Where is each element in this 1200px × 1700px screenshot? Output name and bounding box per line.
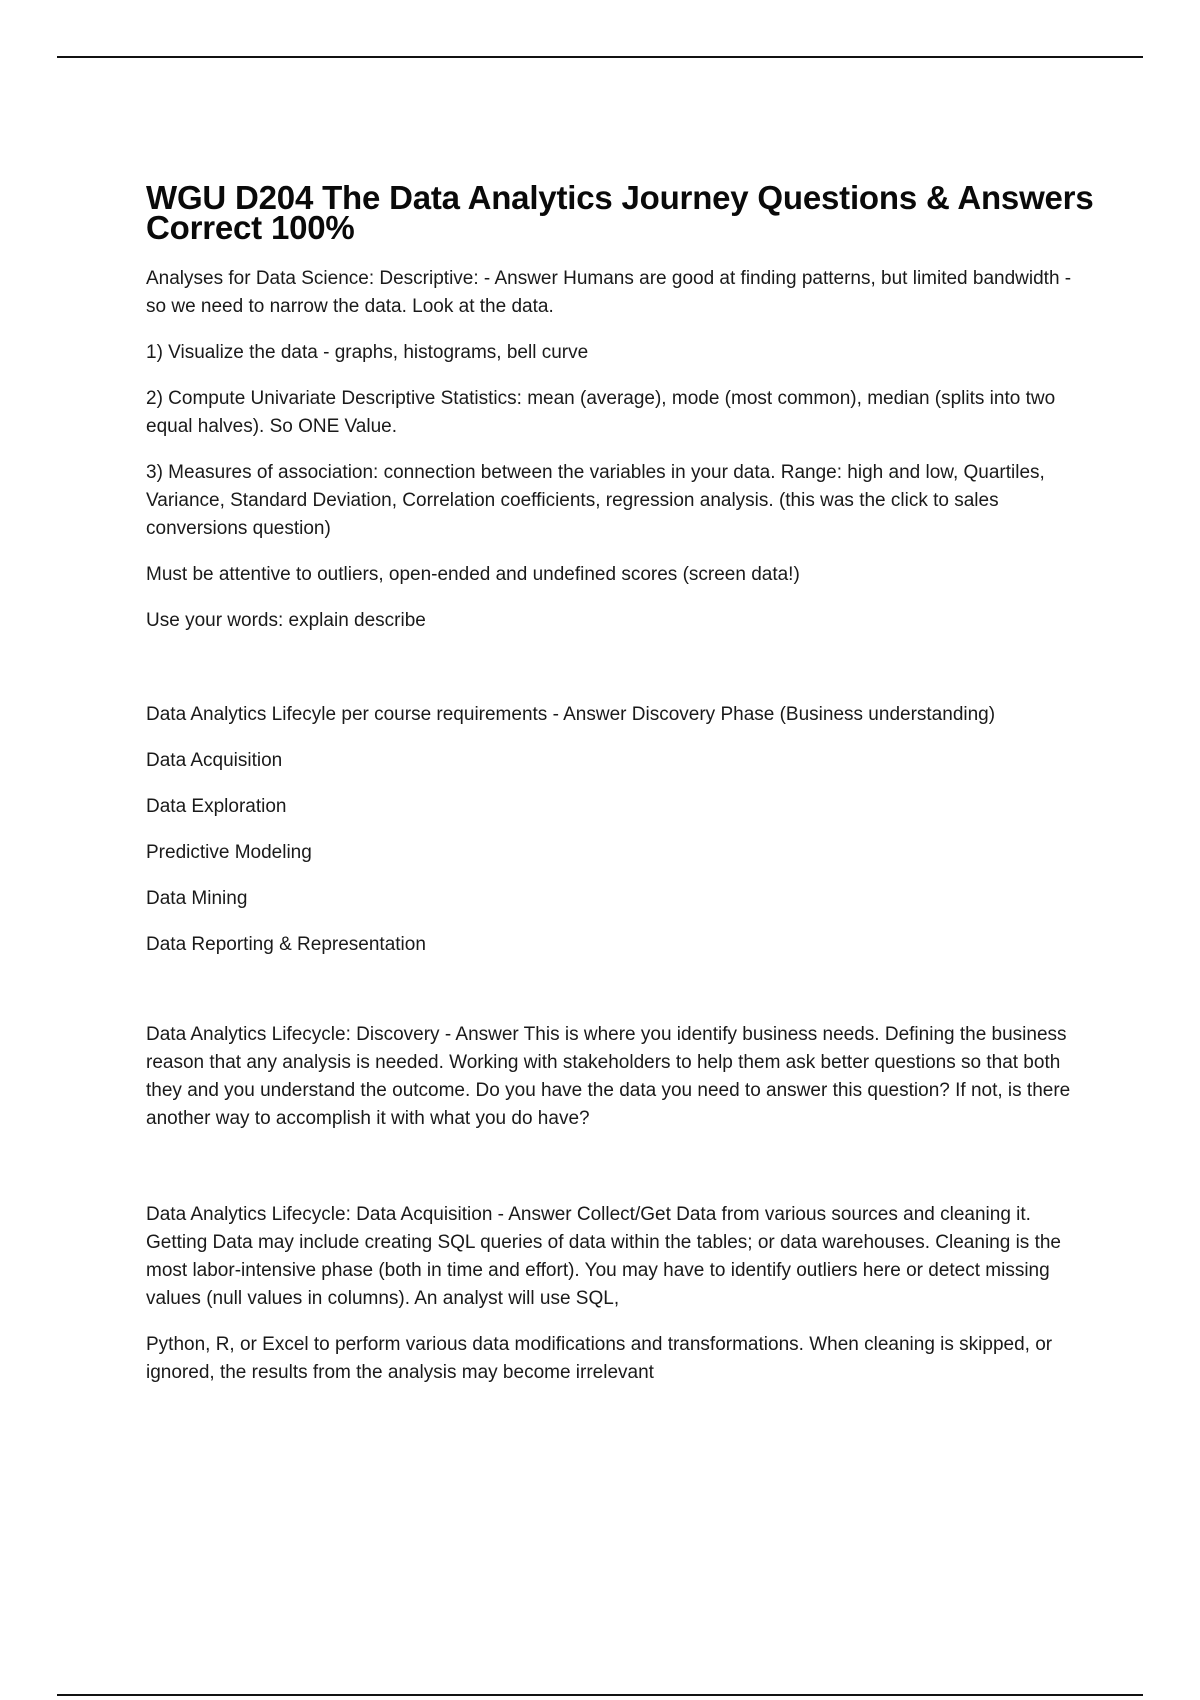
paragraph: Analyses for Data Science: Descriptive: - Answer Humans are good at finding patterns, but limited bandwidth - so we need to narrow the data. Look at the data. (146, 268, 1072, 317)
paragraph: 3) Measures of association: connection between the variables in your data. Range: high and low, Quartiles, Variance, Standard Deviation, Correlation coefficients, regression analysis. (this was the click to sales conversions question) (146, 462, 1045, 539)
section-descriptive-analyses (146, 265, 1096, 635)
document-title: WGU D204 The Data Analytics Journey Questions & Answers Correct 100% (146, 179, 1094, 246)
section-spacer (146, 977, 1096, 1021)
section-lifecycle-phases (146, 701, 1096, 959)
header-rule (57, 56, 1143, 58)
list-item: Data Acquisition (146, 750, 283, 771)
paragraph: 1) Visualize the data - graphs, histograms, bell curve (146, 342, 589, 363)
section-lifecycle-discovery (146, 1021, 1096, 1133)
list-item: Data Reporting & Representation (146, 934, 426, 955)
paragraph: Data Analytics Lifecyle per course requirements - Answer Discovery Phase (Business understanding) (146, 704, 996, 725)
paragraph: Must be attentive to outliers, open-ended and undefined scores (screen data!) (146, 564, 800, 585)
paragraph: Data Analytics Lifecycle: Data Acquisition - Answer Collect/Get Data from various sources and cleaning it. Getting Data may include creating SQL queries of data within the tables; or data warehouses. Cleaning is the most labor-intensive phase (both in time and effort). You may have to identify outliers here or detect missing values (null values in columns). An analyst will use SQL, (146, 1204, 1061, 1309)
footer-rule (57, 1694, 1143, 1696)
paragraph: Use your words: explain describe (146, 610, 426, 631)
section-lifecycle-data-acquisition (146, 1201, 1096, 1387)
document-body (146, 179, 1096, 1405)
list-item: Data Exploration (146, 796, 287, 817)
paragraph: 2) Compute Univariate Descriptive Statistics: mean (average), mode (most common), median (splits into two equal halves). So ONE Value. (146, 388, 1056, 437)
section-spacer (146, 653, 1096, 701)
list-item: Data Mining (146, 888, 248, 909)
paragraph: Python, R, or Excel to perform various data modifications and transformations. When cleaning is skipped, or ignored, the results from the analysis may become irrelevant (146, 1334, 1053, 1383)
paragraph: Data Analytics Lifecycle: Discovery - Answer This is where you identify business needs. Defining the business reason that any analysis is needed. Working with stakeholders to help them ask better questions so that both they and you understand the outcome. Do you have the data you need to answer this question? If not, is there another way to accomplish it with what you do have? (146, 1024, 1071, 1129)
list-item: Predictive Modeling (146, 842, 312, 863)
section-spacer (146, 1151, 1096, 1201)
